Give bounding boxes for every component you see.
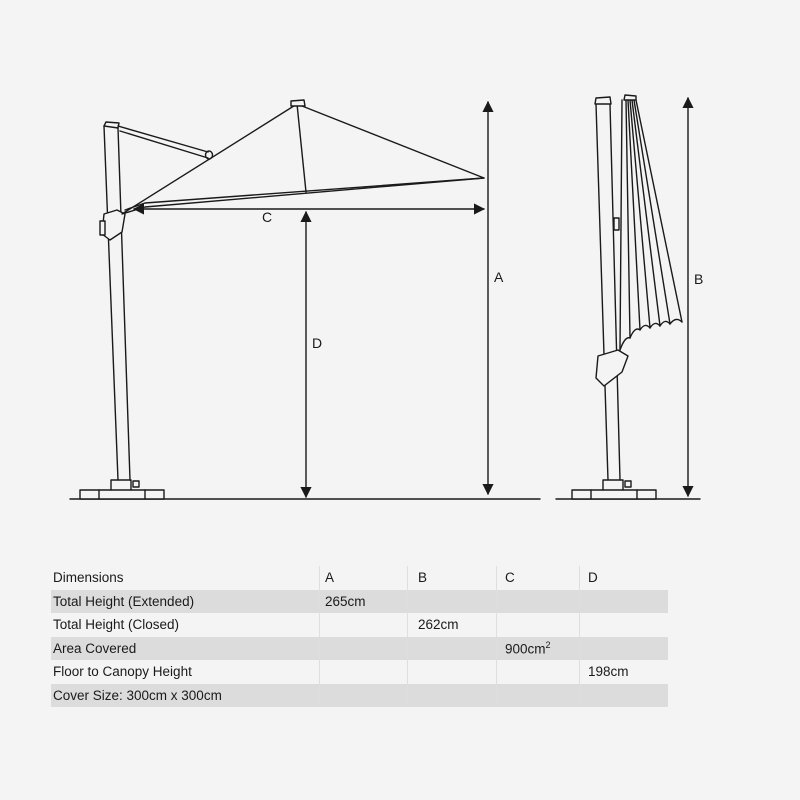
cell-d bbox=[580, 684, 669, 708]
table-row bbox=[51, 613, 668, 637]
cell-d bbox=[580, 613, 669, 637]
cell-c-value: 900cm bbox=[505, 641, 546, 657]
cell-c bbox=[497, 613, 580, 637]
dimension-label-a: A bbox=[494, 269, 504, 285]
dimensions-table bbox=[51, 566, 668, 707]
table-header-row bbox=[51, 566, 668, 590]
row-label: Total Height (Extended) bbox=[51, 590, 320, 614]
row-label: Cover Size: 300cm x 300cm bbox=[51, 684, 320, 708]
cell-d bbox=[580, 637, 669, 661]
row-label: Total Height (Closed) bbox=[51, 613, 320, 637]
header-d: D bbox=[588, 570, 598, 586]
table-row bbox=[51, 590, 668, 614]
row-label: Floor to Canopy Height bbox=[51, 660, 320, 684]
superscript: 2 bbox=[545, 640, 551, 650]
table-row bbox=[51, 637, 668, 661]
cell-b: 262cm bbox=[408, 613, 497, 637]
cell-a bbox=[320, 684, 408, 708]
cell-b bbox=[408, 660, 497, 684]
cell-c bbox=[497, 660, 580, 684]
extended-parasol-drawing bbox=[70, 100, 540, 499]
cell-a bbox=[320, 660, 408, 684]
header-dimensions: Dimensions bbox=[51, 566, 320, 590]
cell-c bbox=[497, 590, 580, 614]
cell-c bbox=[497, 684, 580, 708]
closed-parasol-drawing bbox=[556, 95, 700, 499]
cell-a: 265cm bbox=[320, 590, 408, 614]
cell-b bbox=[408, 684, 497, 708]
dimension-label-c: C bbox=[262, 209, 273, 225]
cell-a bbox=[320, 613, 408, 637]
cell-c bbox=[497, 637, 580, 661]
dimension-label-d: D bbox=[312, 335, 323, 351]
cell-b bbox=[408, 637, 497, 661]
header-a: A bbox=[320, 566, 408, 590]
table-row bbox=[51, 660, 668, 684]
cell-b bbox=[408, 590, 497, 614]
dimension-label-b: B bbox=[694, 271, 704, 287]
cell-d: 198cm bbox=[588, 664, 629, 680]
cell-a bbox=[320, 637, 408, 661]
header-b: B bbox=[408, 566, 497, 590]
header-c: C bbox=[497, 566, 580, 590]
row-label: Area Covered bbox=[51, 637, 320, 661]
cell-d bbox=[580, 590, 669, 614]
table-row bbox=[51, 684, 668, 708]
